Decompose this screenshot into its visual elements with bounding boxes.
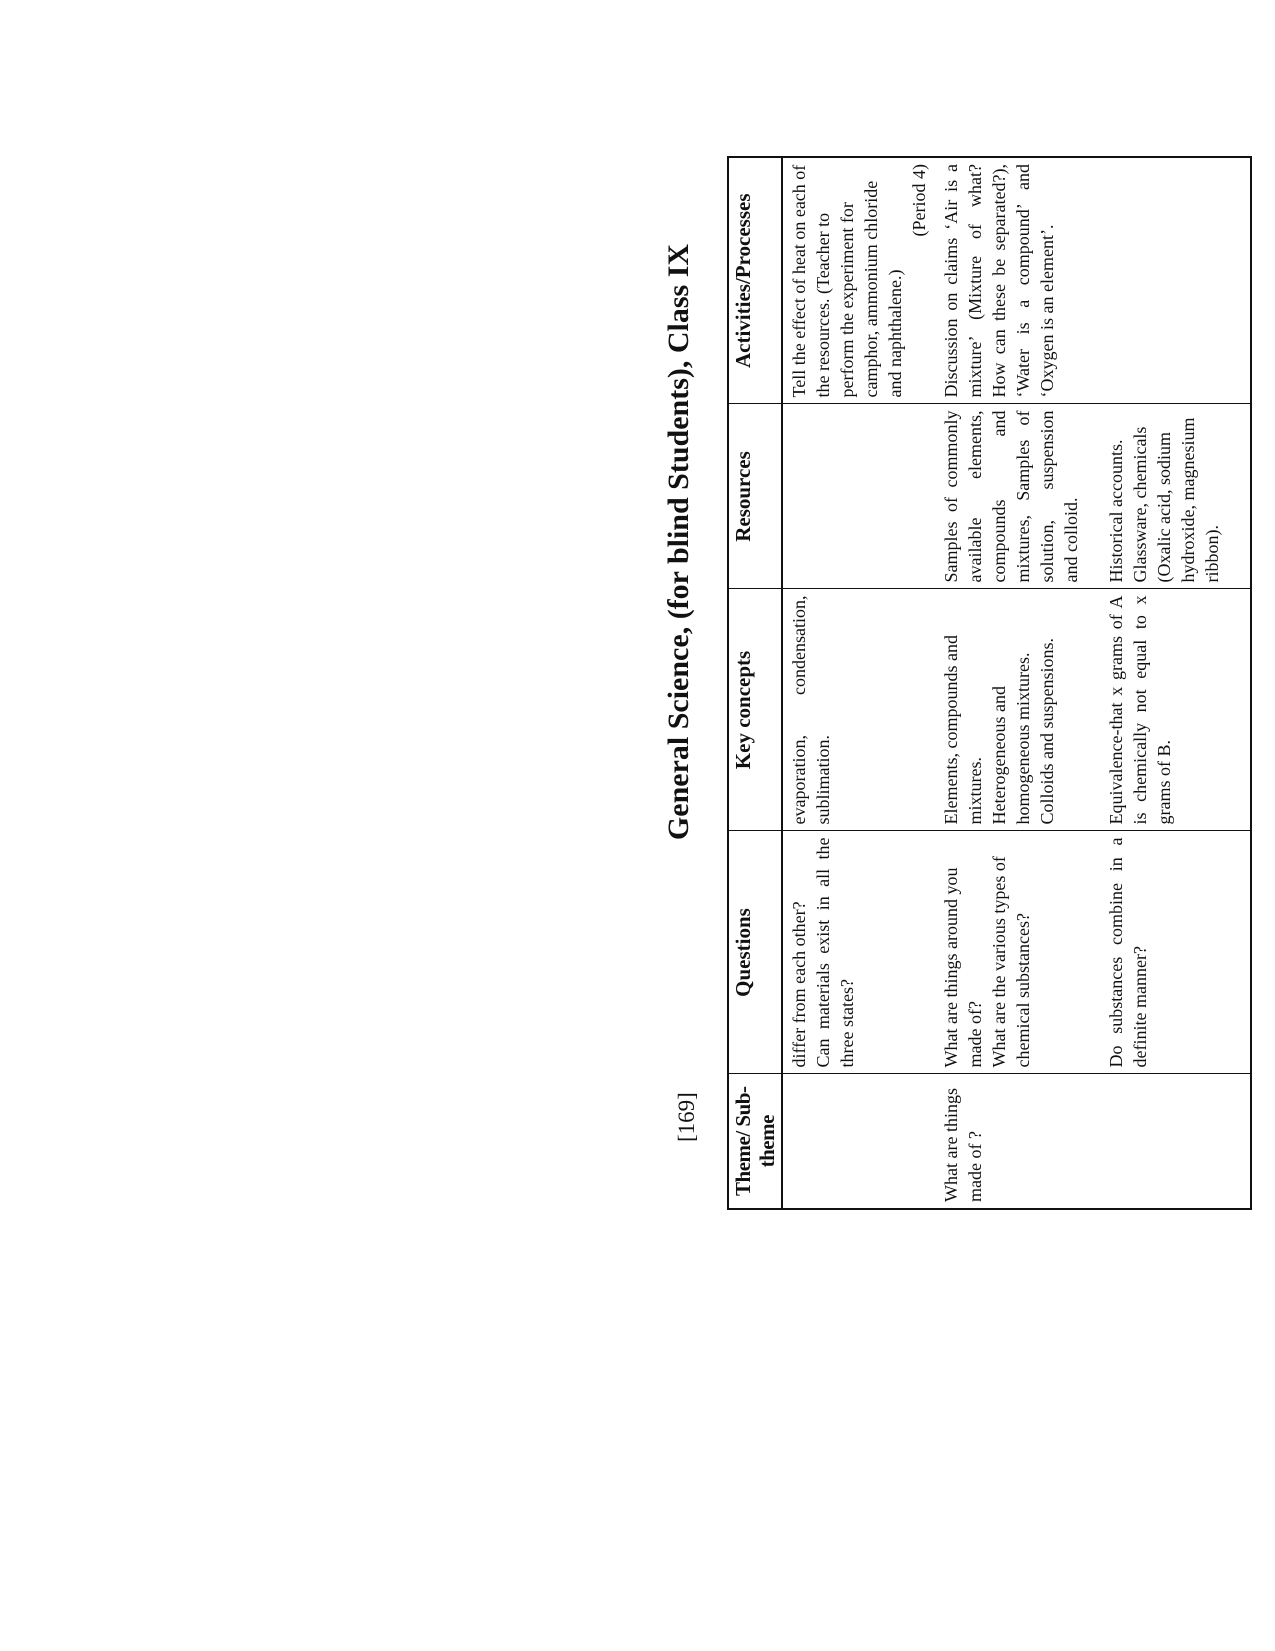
resources-cell bbox=[782, 404, 935, 589]
question-text: What are the various types of chemical substances? bbox=[989, 856, 1033, 1068]
page-title: General Science, (for blind Students), Class IX bbox=[662, 243, 695, 841]
activities-cell: Discussion on claims ‘Air is a mixture’ (Mixture of what? How can these be separated?), ‘Water is a compound’ and ‘Oxygen is an element’. bbox=[935, 157, 1100, 404]
key-concepts-cell: Equivalence-that x grams of A is chemically not equal to x grams of B. bbox=[1100, 589, 1251, 831]
theme-cell bbox=[782, 1074, 935, 1209]
activities-cell bbox=[1100, 157, 1251, 404]
question-text: What are things around you made of? bbox=[941, 867, 985, 1068]
questions-cell: Do substances combine in a definite manner? bbox=[1100, 831, 1251, 1074]
rotated-page bbox=[662, 16, 1222, 1202]
key-concepts-cell: evaporation, condensation, sublimation. bbox=[782, 589, 935, 831]
question-text: differ from each other? bbox=[789, 901, 809, 1068]
table-row bbox=[782, 157, 935, 1209]
resources-cell: Samples of commonly available elements, compounds and mixtures, Samples of solution, suspension and colloid. bbox=[935, 404, 1100, 589]
key-concept-text: Heterogeneous and homogeneous mixtures. bbox=[989, 652, 1033, 825]
theme-cell: What are things made of ? bbox=[935, 1074, 1100, 1209]
key-concept-text: Colloids and suspensions. bbox=[1037, 637, 1057, 825]
theme-cell bbox=[1100, 1074, 1251, 1209]
key-concepts-cell bbox=[935, 589, 1100, 831]
header-theme: Theme/ Sub-theme bbox=[728, 1074, 782, 1209]
header-activities: Activities/Processes bbox=[728, 157, 782, 404]
period-label: (Period 4) bbox=[909, 164, 929, 237]
header-key-concepts: Key concepts bbox=[728, 589, 782, 831]
table-header-row bbox=[728, 157, 782, 1209]
table-row bbox=[1100, 157, 1251, 1209]
resource-text: Glassware, chemicals (Oxalic acid, sodium hydroxide, magnesium ribbon). bbox=[1130, 417, 1222, 583]
header-questions: Questions bbox=[728, 831, 782, 1074]
curriculum-table bbox=[727, 156, 1252, 1210]
table-row bbox=[935, 157, 1100, 1209]
activities-cell bbox=[782, 157, 935, 404]
page-number: [169] bbox=[674, 1092, 699, 1142]
questions-cell bbox=[782, 831, 935, 1074]
header-resources: Resources bbox=[728, 404, 782, 589]
question-text: Can materials exist in all the three states? bbox=[813, 837, 857, 1068]
activity-text: Tell the effect of heat on each of the resources. (Teacher to perform the experiment for camphor, ammonium chloride and naphthalene.) bbox=[789, 164, 905, 398]
questions-cell bbox=[935, 831, 1100, 1074]
resources-cell bbox=[1100, 404, 1251, 589]
resource-text: Historical accounts. bbox=[1106, 439, 1126, 583]
key-concept-text: Elements, compounds and mixtures. bbox=[941, 635, 985, 825]
